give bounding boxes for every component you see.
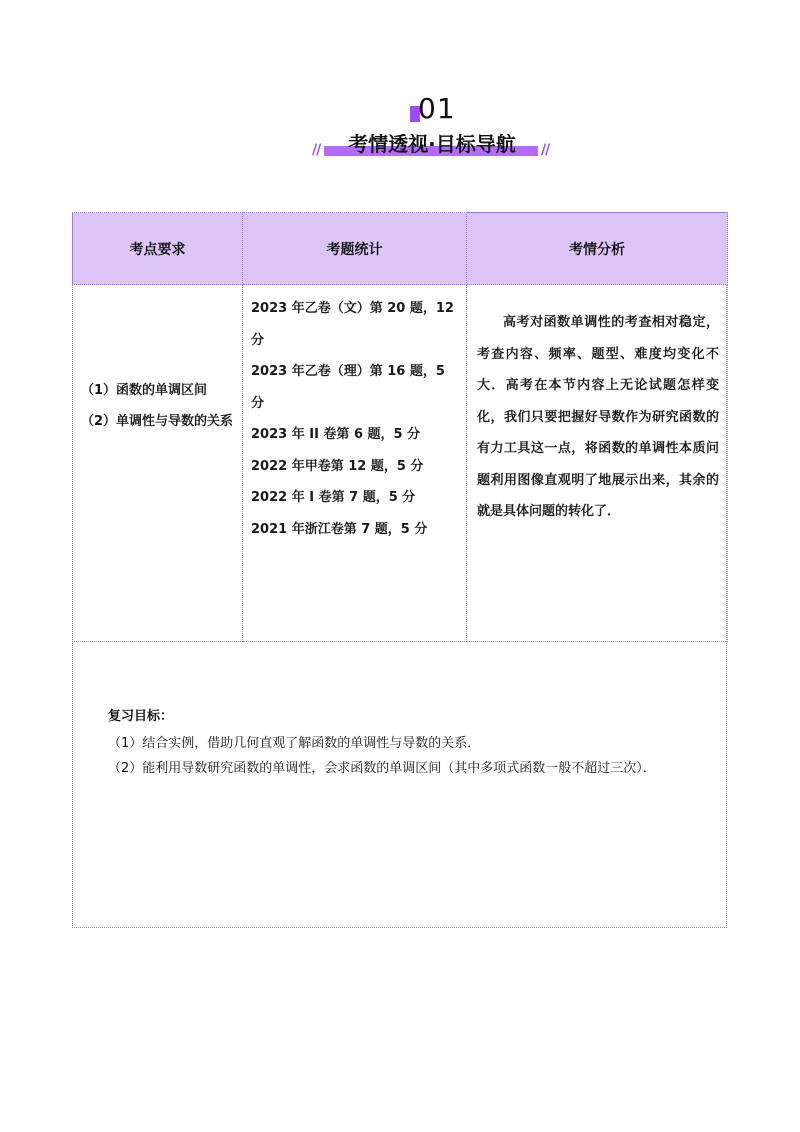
- goal-item: （1）结合实例，借助几何直观了解函数的单调性与导数的关系．: [108, 736, 481, 751]
- requirements-cell: [73, 285, 243, 642]
- stat-item: 2023 年乙卷（理）第 16 题，5 分: [251, 364, 445, 411]
- header-statistics: 考题统计: [243, 213, 467, 285]
- slash-decoration-left: //: [312, 142, 321, 158]
- stat-item: 2023 年乙卷（文）第 20 题，12 分: [251, 301, 454, 348]
- slash-decoration-right: //: [541, 142, 550, 158]
- requirement-item: （1）函数的单调区间: [81, 383, 208, 398]
- table-header-row: [73, 213, 728, 285]
- header-requirements: 考点要求: [73, 213, 243, 285]
- analysis-cell: [467, 285, 728, 642]
- stat-item: 2021 年浙江卷第 7 题，5 分: [251, 521, 428, 537]
- section-number-badge: [406, 92, 458, 126]
- table-row: [73, 285, 728, 642]
- section-title-block: [312, 128, 552, 162]
- requirement-item: （2）单调性与导数的关系: [81, 414, 234, 429]
- exam-analysis-table: [72, 212, 728, 642]
- goals-title: 复习目标：: [108, 709, 174, 724]
- stat-item: 2023 年 II 卷第 6 题，5 分: [251, 427, 421, 442]
- stat-item: 2022 年 I 卷第 7 题，5 分: [251, 490, 416, 505]
- stat-item: 2022 年甲卷第 12 题，5 分: [251, 458, 424, 474]
- review-goals: [108, 704, 708, 781]
- section-number: 01: [418, 92, 456, 125]
- statistics-cell: [243, 285, 467, 642]
- goal-item: （2）能利用导数研究函数的单调性，会求函数的单调区间（其中多项式函数一般不超过三次）．: [108, 761, 656, 776]
- header-analysis: 考情分析: [467, 213, 728, 285]
- section-title: 考情透视·目标导航: [348, 132, 516, 156]
- analysis-text: 高考对函数单调性的考查相对稳定，考查内容、频率、题型、难度均变化不大．高考在本节内容上无论试题怎样变化，我们只要把握好导数作为研究函数的有力工具这一点，将函数的单调性本质问题利用图像直观明了地展示出来，其余的就是具体问题的转化了．: [477, 315, 719, 519]
